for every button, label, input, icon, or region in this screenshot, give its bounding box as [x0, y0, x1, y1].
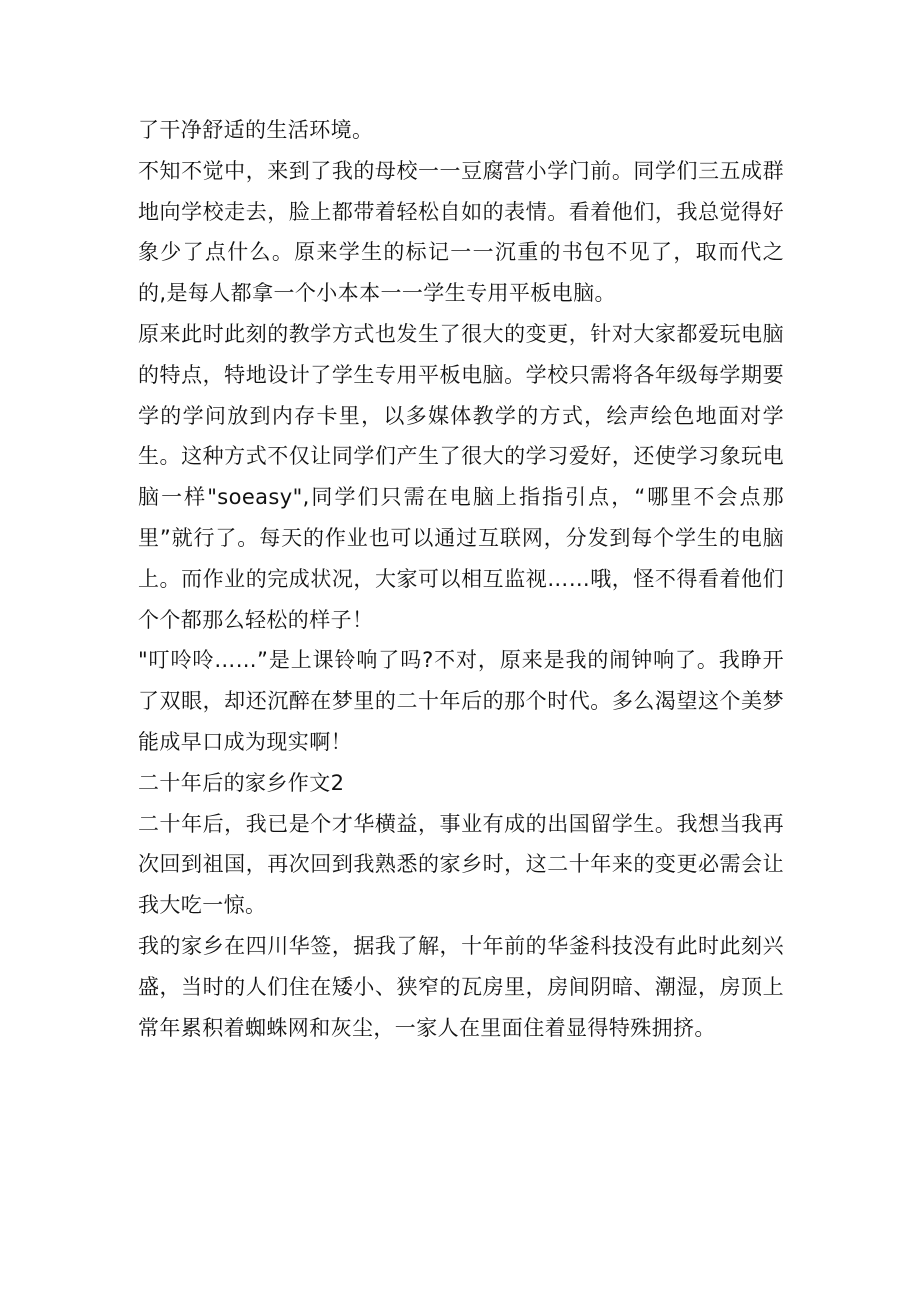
paragraph-6: 二十年后，我已是个才华横益，事业有成的出国留学生。我想当我再次回到祖国，再次回到我熟悉的家乡时，这二十年来的变更必需会让我大吃一惊。: [138, 811, 784, 918]
document-body: [138, 110, 784, 1048]
paragraph-2: 不知不觉中，来到了我的母校一一豆腐营小学门前。同学们三五成群地向学校走去，脸上都带着轻松自如的表情。看着他们，我总觉得好象少了点什么。原来学生的标记一一沉重的书包不见了，取而代之的,是每人都拿一个小本本一一学生专用平板电脑。: [138, 158, 784, 306]
paragraph-3: 原来此时此刻的教学方式也发生了很大的变更，针对大家都爱玩电脑的特点，特地设计了学生专用平板电脑。学校只需将各年级每学期要学的学问放到内存卡里，以多媒体教学的方式，绘声绘色地面对学生。这种方式不仅让同学们产生了很大的学习爱好，还使学习象玩电脑一样"soeasy",同学们只需在电脑上指指引点，“哪里不会点那里”就行了。每天的作业也可以通过互联网，分发到每个学生的电脑上。而作业的完成状况，大家可以相互监视……哦，怪不得看着他们个个都那么轻松的样子！: [138, 321, 784, 632]
paragraph-1: 了干净舒适的生活环境。: [138, 118, 374, 142]
paragraph-4: "叮呤呤……”是上课铃响了吗?不对，原来是我的闹钟响了。我睁开了双眼，却还沉醉在梦里的二十年后的那个时代。多么渴望这个美梦能成早口成为现实啊！: [138, 648, 784, 754]
section-heading: 二十年后的家乡作文2: [138, 770, 345, 795]
paragraph-7: 我的家乡在四川华签，据我了解，十年前的华釜科技没有此时此刻兴盛，当时的人们住在矮小、狭窄的瓦房里，房间阴暗、潮湿，房顶上常年累积着蜘蛛网和灰尘，一家人在里面住着显得特殊拥挤。: [138, 933, 784, 1040]
